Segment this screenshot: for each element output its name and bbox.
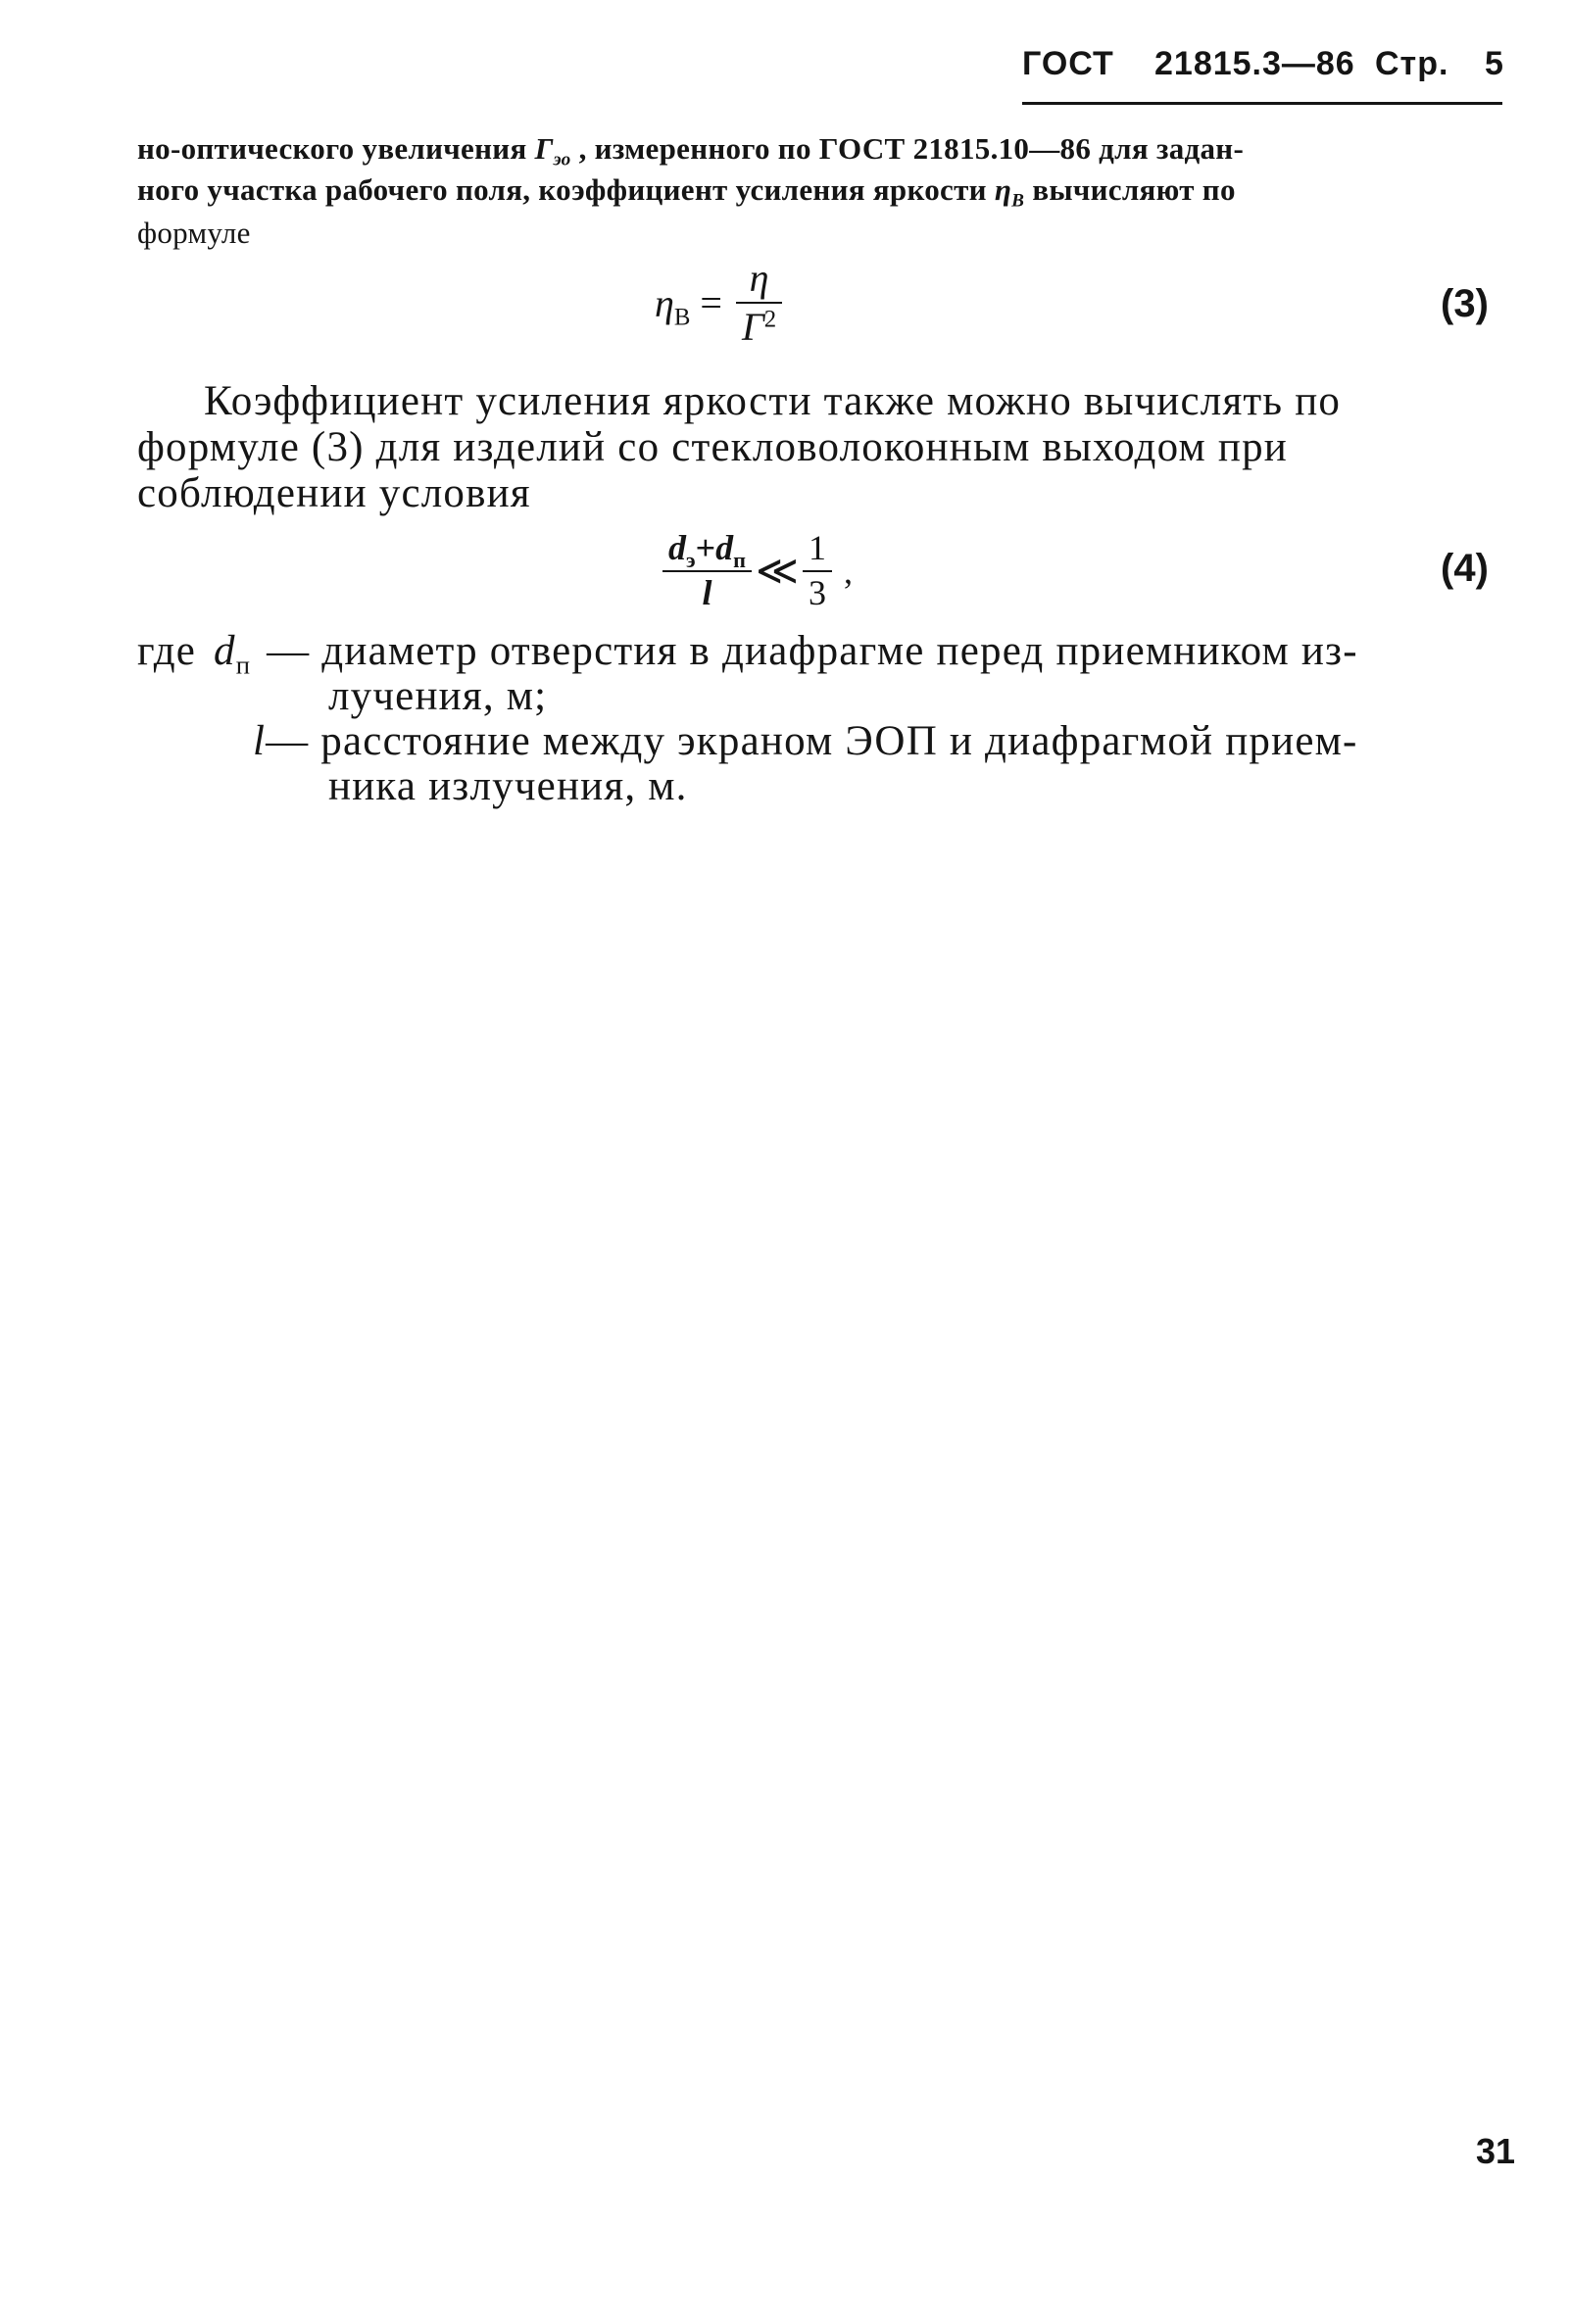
symbol-gamma-eo: $Г_{эо}$ [534,131,571,170]
para1-line2: ного участка рабочего поля, коэффициент усиления яркости $\eta_В$ вычисляют по [137,172,1236,212]
symbol-eta-b: $\eta_В$ [994,172,1025,212]
formula-3: $\eta_В$ = $\frac{\eta}{Г^2}$ [655,257,786,349]
para2-line1: Коэффициент усиления яркости также можно вычислять по [204,378,1342,424]
running-header [1022,43,1502,105]
formula4-rhs-fraction: $\frac{1}{3}$ [803,529,832,612]
footer-page-number: 31 [1476,2131,1516,2171]
header-page-word: Стр. [1375,45,1449,82]
header-page-number: 5 [1485,45,1504,82]
where-line1: где $d_п$ — диаметр отверстия в диафрагме перед приемником из- [137,628,1358,680]
symbol-d-p: $d_п$ [214,628,252,680]
formula-4: $\frac{d_э+d_п}{l}$ ≪ $\frac{1}{3}$ , [659,529,853,612]
para1-line1: но-оптического увеличения $Г_{эо}$ , измеренного по ГОСТ 21815.10—86 для задан- [137,131,1245,170]
formula4-lhs-fraction: $\frac{d_э+d_п}{l}$ [662,529,752,612]
formula3-fraction: $\frac{\eta}{Г^2}$ [736,257,782,349]
where-line2: лучения, м; [328,673,548,719]
equation-number-3: (3) [1441,282,1489,325]
equation-number-4: (4) [1441,547,1489,590]
header-gost: ГОСТ [1022,45,1114,82]
symbol-l: l [253,718,267,764]
where-line4: ника излучения, м. [328,763,688,809]
header-standard-number: 21815.3—86 [1154,45,1355,82]
para1-line3: формуле [137,216,251,250]
where-line3: l— расстояние между экраном ЭОП и диафрагмой прием- [253,718,1358,764]
formula3-lhs: $\eta_В$ [655,280,691,331]
para2-line2: формуле (3) для изделий со стекловолоконным выходом при [137,424,1288,470]
para2-line3: соблюдении условия [137,470,531,516]
